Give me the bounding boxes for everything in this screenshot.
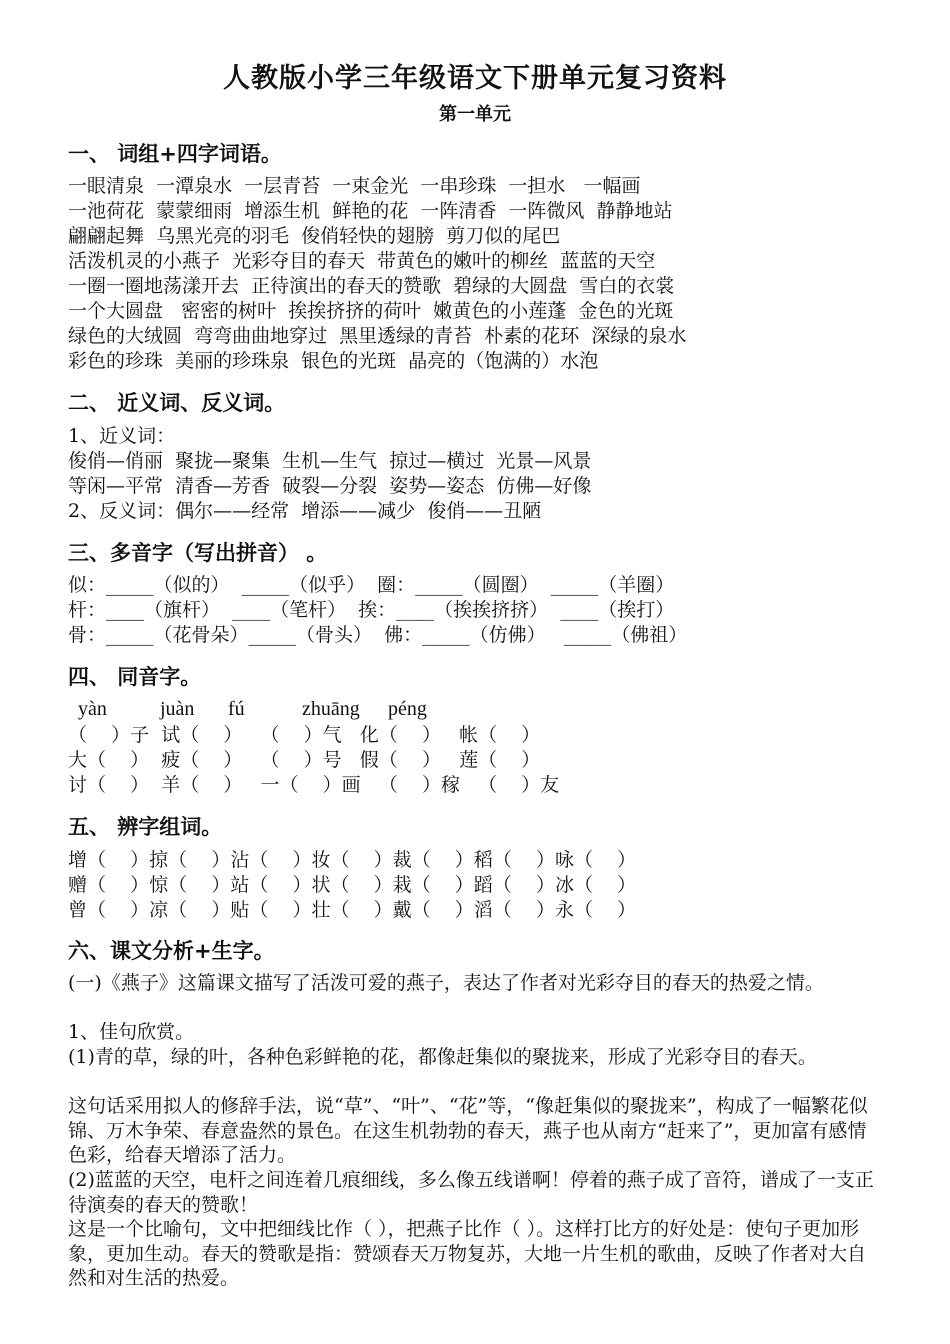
- s6-analysis-1: 这句话采用拟人的修辞手法，说“草”、“叶”、“花”等，“像赶集似的聚拢来”，构成了一幅繁花似锦、万木争荣、春意盎然的景色。在这生机勃勃的春天，燕子也从南方“赶来了”，更加富有感情色彩，给春天增添了活力。: [68, 1095, 868, 1166]
- s1-line-8: 彩色的珍珠 美丽的珍珠泉 银色的光斑 晶亮的（饱满的）水泡: [68, 350, 599, 372]
- s2-line-2: 俊俏—俏丽 聚拢—聚集 生机—生气 掠过—横过 光景—风景: [68, 450, 592, 472]
- section-5-heading: 五、 辨字组词。: [68, 815, 223, 839]
- s4-line-2: 大（ ） 疲（ ） （ ）号 假（ ） 莲（ ）: [68, 749, 541, 771]
- s1-line-2: 一池荷花 蒙蒙细雨 增添生机 鲜艳的花 一阵清香 一阵微风 静静地站: [68, 200, 673, 222]
- s2-line-4: 2、反义词：偶尔——经常 增添——减少 俊俏——丑陋: [68, 500, 542, 522]
- s2-line-3: 等闲—平常 清香—芳香 破裂—分裂 姿势—姿态 仿佛—好像: [68, 475, 592, 497]
- section-1-heading: 一、 词组+四字词语。: [68, 142, 282, 166]
- s3-line-1: 似：_____（似的） _____（似乎） 圈：_____（圆圈） _____（羊圈）: [68, 574, 675, 596]
- section-3-heading: 三、多音字（写出拼音） 。: [68, 541, 328, 565]
- document-title: 人教版小学三年级语文下册单元复习资料: [223, 63, 727, 94]
- pinyin-zhuang: zhuāng: [302, 698, 360, 720]
- section-2-heading: 二、 近义词、反义词。: [68, 391, 286, 415]
- s1-line-7: 绿色的大绒圆 弯弯曲曲地穿过 黑里透绿的青苔 朴素的花环 深绿的泉水: [68, 325, 687, 347]
- s6-subheading: 1、佳句欣赏。: [68, 1021, 195, 1043]
- section-4-heading: 四、 同音字。: [68, 665, 202, 689]
- s6-analysis-2: 这是一个比喻句，文中把细线比作（ ），把燕子比作（ ）。这样打比方的好处是：使句子更加形象，更加生动。春天的赞歌是指：赞颂春天万物复苏，大地一片生机的歌曲，反映了作者对大自然和对生活的热爱。: [68, 1218, 867, 1289]
- pinyin-yan: yàn: [78, 698, 107, 720]
- s3-line-2: 杆：____（旗杆） ____（笔杆） 挨：____（挨挨挤挤） ____（挨打）: [68, 599, 675, 621]
- s2-line-1: 1、近义词：: [68, 425, 176, 447]
- pinyin-fu: fú: [228, 698, 245, 720]
- unit-subtitle: 第一单元: [439, 104, 511, 125]
- pinyin-juan: juàn: [160, 698, 195, 720]
- s5-line-2: 赠（ ）惊（ ）站（ ）状（ ）栽（ ）蹈（ ）冰（ ）: [68, 874, 637, 896]
- s3-line-3: 骨：_____（花骨朵）_____（骨头） 佛：_____（仿佛） _____（佛祖）: [68, 624, 688, 646]
- s5-line-3: 曾（ ）凉（ ）贴（ ）壮（ ）戴（ ）滔（ ）永（ ）: [68, 899, 637, 921]
- s4-line-1: （ ）子 试（ ） （ ）气 化（ ） 帐（ ）: [68, 724, 541, 746]
- s5-line-1: 增（ ）掠（ ）沾（ ）妆（ ）裁（ ）稻（ ）咏（ ）: [68, 849, 637, 871]
- s1-line-5: 一圈一圈地荡漾开去 正待演出的春天的赞歌 碧绿的大圆盘 雪白的衣裳: [68, 275, 675, 297]
- s1-line-6: 一个大圆盘 密密的树叶 挨挨挤挤的荷叶 嫩黄色的小莲蓬 金色的光斑: [68, 300, 674, 322]
- s6-intro-paragraph: (一)《燕子》这篇课文描写了活泼可爱的燕子，表达了作者对光彩夺目的春天的热爱之情。: [68, 972, 824, 994]
- s1-line-1: 一眼清泉 一潭泉水 一层青苔 一束金光 一串珍珠 一担水 一幅画: [68, 175, 641, 197]
- section-6-heading: 六、课文分析+生字。: [68, 939, 275, 963]
- s6-sentence-2: (2)蓝蓝的天空，电杆之间连着几痕细线，多么像五线谱啊！停着的燕子成了音符，谱成了一支正待演奏的春天的赞歌！: [68, 1169, 874, 1216]
- s1-line-4: 活泼机灵的小燕子 光彩夺目的春天 带黄色的嫩叶的柳丝 蓝蓝的天空: [68, 250, 656, 272]
- s1-line-3: 翩翩起舞 乌黑光亮的羽毛 俊俏轻快的翅膀 剪刀似的尾巴: [68, 225, 561, 247]
- s6-sentence-1: (1)青的草，绿的叶，各种色彩鲜艳的花，都像赶集似的聚拢来，形成了光彩夺目的春天。: [68, 1046, 817, 1068]
- pinyin-peng: péng: [388, 698, 427, 720]
- s4-line-3: 讨（ ） 羊（ ） 一（ ）画 （ ）稼 （ ）友: [68, 774, 560, 796]
